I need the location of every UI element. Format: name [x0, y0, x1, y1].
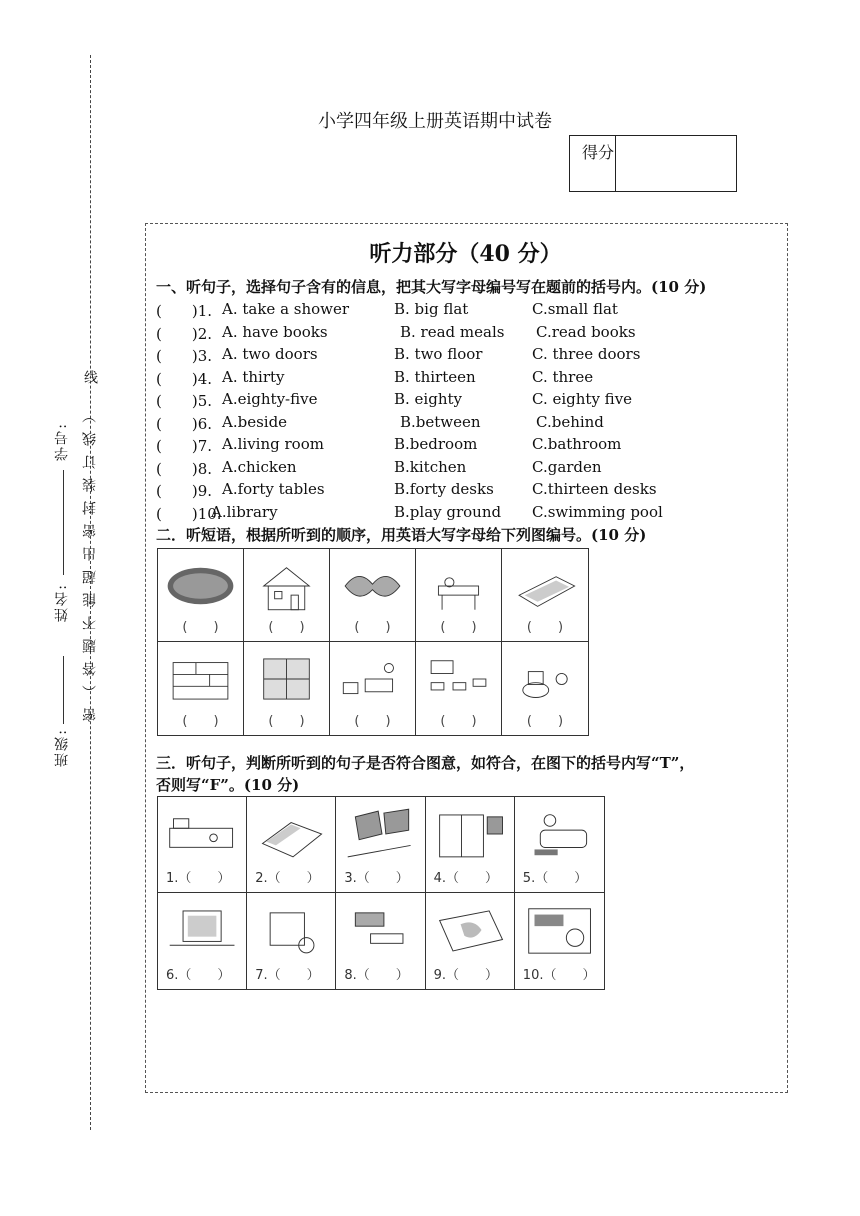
option-a: A.chicken: [222, 457, 297, 476]
option-c: C. three: [532, 367, 594, 386]
picture-cell: [502, 549, 588, 642]
option-a: A.eighty-five: [222, 390, 318, 408]
answer-parenthesis[interactable]: ( ): [182, 620, 219, 635]
seal-instruction: 密（答题不能超出密封装订线）: [82, 400, 98, 722]
picture-cell: [416, 549, 502, 642]
house-picture: [250, 555, 323, 617]
tf-answer-label[interactable]: 2.（ ）: [255, 871, 320, 886]
handshake-picture: [336, 555, 409, 617]
part2-heading: 二．听短语，根据所听到的顺序，用英语大写字母给下列图编号。(10 分): [156, 526, 647, 544]
answer-parenthesis[interactable]: ( ): [182, 714, 219, 729]
tf-picture: [432, 803, 508, 865]
answer-parenthesis[interactable]: ( ): [440, 620, 477, 635]
option-c: C.garden: [532, 457, 602, 476]
score-field[interactable]: [616, 136, 736, 191]
option-c: C.small flat: [532, 300, 618, 318]
tf-picture-cell: [515, 797, 604, 893]
answer-parenthesis[interactable]: ( ): [440, 714, 477, 729]
tf-answer-label[interactable]: 1.（ ）: [166, 871, 231, 886]
option-a: A.library: [211, 502, 278, 521]
window-picture: [250, 648, 323, 710]
option-a: A.beside: [222, 412, 288, 431]
tf-answer-label[interactable]: 3.（ ）: [344, 871, 409, 886]
tf-picture-cell: [426, 893, 515, 989]
tf-answer-label[interactable]: 7.（ ）: [255, 968, 320, 983]
option-b: B.kitchen: [394, 457, 467, 476]
option-c: C.swimming pool: [532, 502, 663, 521]
answer-blank[interactable]: ( )5.: [156, 392, 213, 410]
option-b: B. eighty: [394, 390, 462, 408]
answer-blank[interactable]: ( )1.: [156, 302, 213, 320]
option-c: C.read books: [536, 322, 636, 341]
picture-cell: [416, 642, 502, 735]
answer-blank[interactable]: ( )4.: [156, 369, 213, 388]
score-box: [569, 135, 737, 192]
class-label: 班级:: [54, 728, 70, 767]
option-a: A. thirty: [222, 367, 285, 386]
tf-answer-label[interactable]: 8.（ ）: [344, 968, 409, 983]
option-c: C. three doors: [532, 345, 641, 363]
bathroom-picture: [508, 648, 582, 710]
tf-answer-label[interactable]: 4.（ ）: [433, 871, 498, 886]
name-fill-line: [63, 470, 64, 575]
option-b: B.play ground: [394, 502, 502, 521]
wall-picture: [164, 648, 237, 710]
living-room-picture: [336, 648, 409, 710]
picture-cell: [502, 642, 588, 735]
tf-picture: [521, 803, 598, 865]
answer-parenthesis[interactable]: ( ): [526, 714, 564, 729]
part1-heading: 一、听句子，选择句子含有的信息，把其大写字母编号写在题前的括号内。(10 分): [156, 278, 707, 296]
option-b: B. big flat: [394, 300, 469, 318]
tf-picture-cell: [158, 893, 247, 989]
option-b: B. two floor: [394, 345, 483, 363]
option-b: B.forty desks: [394, 480, 494, 498]
picture-cell: [330, 549, 416, 642]
listening-title: 听力部分（40 分）: [369, 241, 562, 267]
picture-cell: [244, 642, 330, 735]
tf-answer-label[interactable]: 6.（ ）: [166, 968, 231, 983]
option-c: C.thirteen desks: [532, 480, 657, 498]
answer-blank[interactable]: ( )2.: [156, 324, 213, 343]
tf-picture-cell: [515, 893, 604, 989]
tf-picture: [164, 899, 240, 961]
tf-picture: [342, 899, 418, 961]
tf-picture-cell: [158, 797, 247, 893]
tf-picture: [521, 899, 598, 961]
number-label: 学号:: [54, 422, 70, 461]
picture-cell: [158, 642, 244, 735]
tf-picture-cell: [336, 893, 425, 989]
answer-parenthesis[interactable]: ( ): [268, 620, 305, 635]
part2-picture-grid: [157, 548, 589, 736]
tf-answer-label[interactable]: 5.（ ）: [522, 871, 588, 886]
tf-picture: [432, 899, 508, 961]
tf-picture-cell: [247, 797, 336, 893]
tf-answer-label[interactable]: 10.（ ）: [522, 968, 596, 983]
classroom-picture: [422, 648, 495, 710]
option-a: A.living room: [222, 435, 324, 453]
tf-picture-cell: [426, 797, 515, 893]
answer-parenthesis[interactable]: ( ): [354, 620, 391, 635]
answer-parenthesis[interactable]: ( ): [354, 714, 391, 729]
answer-blank[interactable]: ( )7.: [156, 437, 213, 455]
page-title: 小学四年级上册英语期中试卷: [318, 111, 552, 132]
option-b: B.bedroom: [394, 435, 478, 453]
answer-blank[interactable]: ( )8.: [156, 459, 213, 478]
picture-cell: [158, 549, 244, 642]
picture-cell: [244, 549, 330, 642]
line-char: 线: [82, 370, 98, 384]
part3-picture-grid: [157, 796, 605, 990]
tf-picture-cell: [247, 893, 336, 989]
option-c: C.bathroom: [532, 435, 622, 453]
tf-picture: [253, 899, 329, 961]
option-a: A. take a shower: [222, 300, 350, 318]
pool-picture: [508, 555, 582, 617]
answer-blank[interactable]: ( )10.: [156, 504, 222, 523]
option-c: C. eighty five: [532, 390, 633, 408]
option-b: B. read meals: [400, 322, 505, 341]
class-fill-line: [63, 656, 64, 724]
answer-parenthesis[interactable]: ( ): [268, 714, 305, 729]
tf-answer-label[interactable]: 9.（ ）: [433, 968, 498, 983]
answer-blank[interactable]: ( )6.: [156, 414, 213, 433]
name-label: 姓名:: [54, 583, 70, 622]
answer-blank[interactable]: ( )9.: [156, 482, 213, 500]
picture-cell: [330, 642, 416, 735]
tf-picture: [253, 803, 329, 865]
answer-blank[interactable]: ( )3.: [156, 347, 213, 365]
playground-picture: [164, 555, 237, 617]
option-a: A. two doors: [222, 345, 318, 363]
tf-picture-cell: [336, 797, 425, 893]
option-b: B.between: [400, 412, 481, 431]
option-b: B. thirteen: [394, 367, 476, 386]
part3-heading-line1: 三．听句子，判断所听到的句子是否符合图意，如符合，在图下的括号内写“T”，: [156, 754, 695, 772]
option-a: A.forty tables: [222, 480, 325, 498]
tf-picture: [342, 803, 418, 865]
tf-picture: [164, 803, 240, 865]
score-label: 得分: [570, 136, 616, 191]
answer-parenthesis[interactable]: ( ): [526, 620, 564, 635]
part3-heading-line2: 否则写“F”。(10 分): [156, 776, 300, 794]
option-a: A. have books: [222, 322, 328, 341]
option-c: C.behind: [536, 412, 604, 431]
dining-picture: [422, 555, 495, 617]
